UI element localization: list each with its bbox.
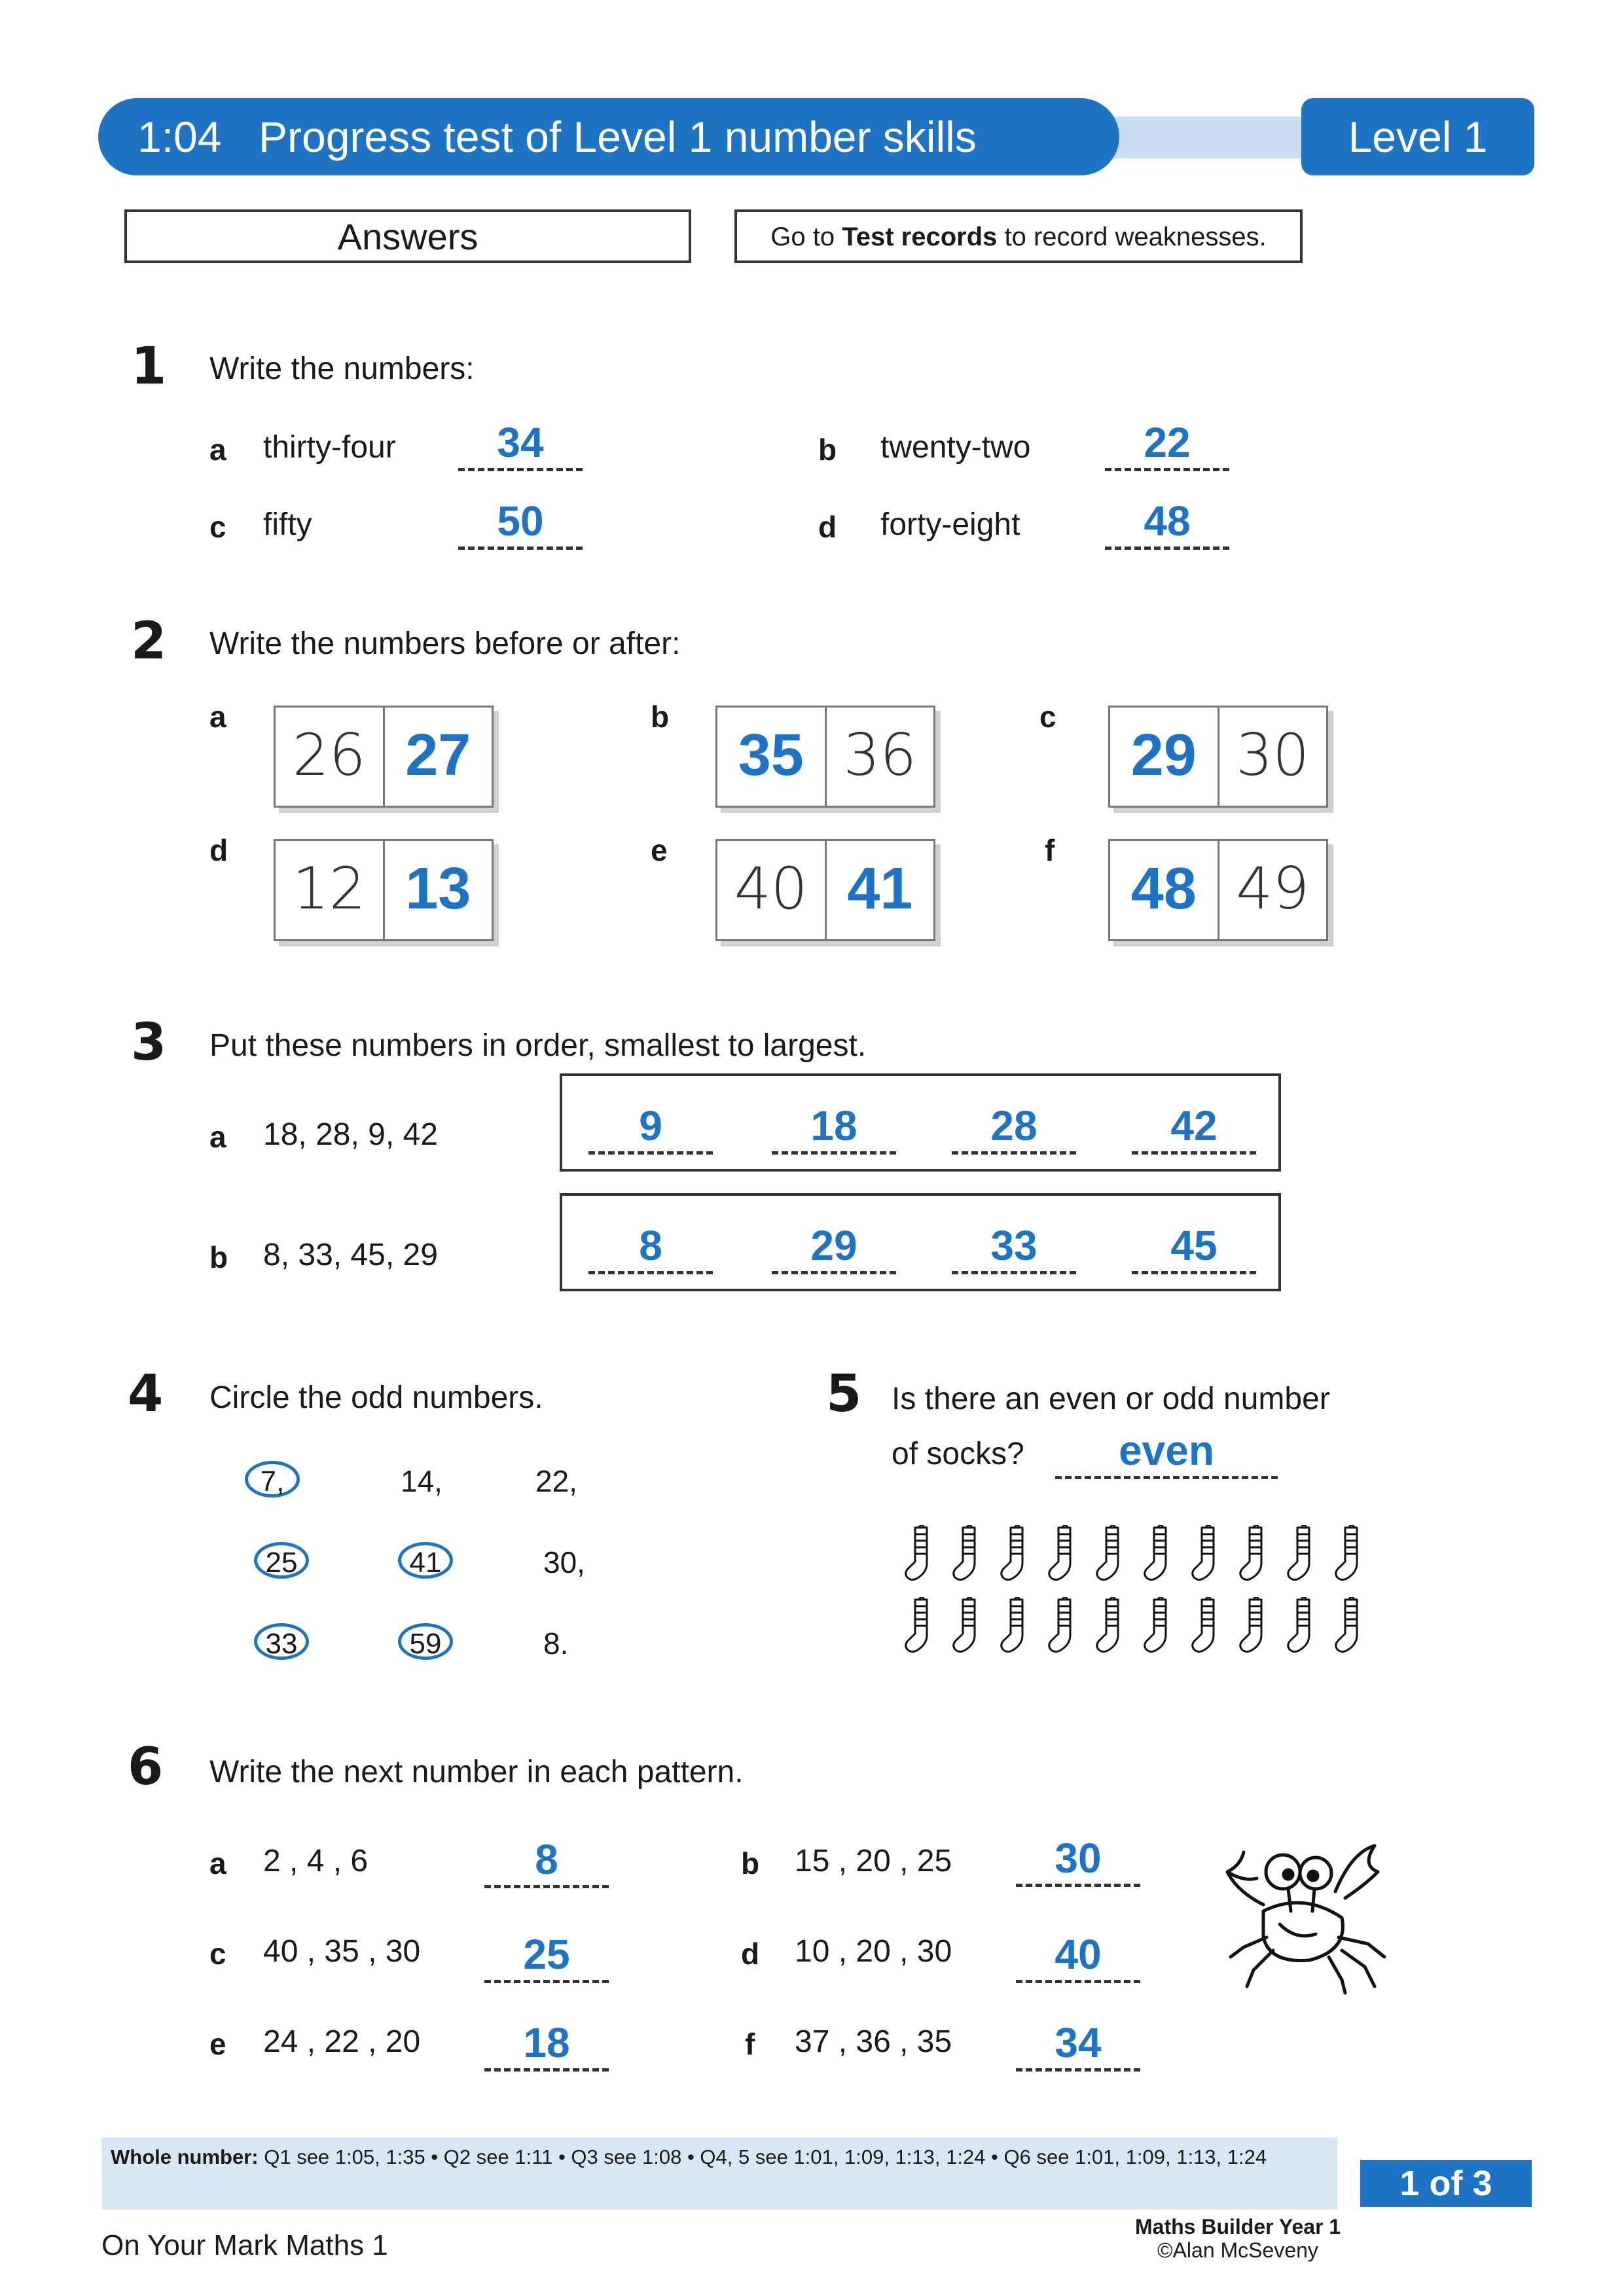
q1c-label: c xyxy=(209,510,226,544)
q4-number-item: 22, xyxy=(535,1464,577,1498)
answers-label: Answers xyxy=(124,209,691,263)
title-bar xyxy=(98,98,1119,175)
q5-number: 5 xyxy=(826,1365,862,1424)
q1d-answer: 48 xyxy=(1105,501,1229,550)
copyright: ©Alan McSeveny xyxy=(1157,2238,1318,2262)
footer-references xyxy=(101,2138,1337,2210)
q4-number-item: 14, xyxy=(401,1464,442,1498)
q3b-numbers: 8, 33, 45, 29 xyxy=(263,1238,438,1272)
q1c-text: fifty xyxy=(263,507,312,542)
q1b-label: b xyxy=(818,433,837,467)
q5-prompt-line2: of socks? xyxy=(892,1437,1024,1471)
q2d-label: d xyxy=(209,833,228,867)
q1d-label: d xyxy=(818,510,837,544)
sock-icon xyxy=(903,1525,936,1585)
q6b-text: 15 , 20 , 25 xyxy=(795,1844,952,1878)
q2e-label: e xyxy=(651,833,668,867)
q2-number: 2 xyxy=(131,612,167,671)
sock-icon xyxy=(1047,1525,1079,1585)
q2d-given: 12 xyxy=(292,855,366,922)
q3b-answer-4: 45 xyxy=(1132,1225,1256,1274)
q2a-answer: 27 xyxy=(383,708,492,806)
q2d-answer: 13 xyxy=(383,841,492,939)
goto-prefix: Go to xyxy=(770,223,842,251)
q2a-label: a xyxy=(209,700,226,734)
q6d-label: d xyxy=(741,1937,760,1971)
q4-number-item: 8. xyxy=(543,1626,569,1660)
page-title: Progress test of Level 1 number skills xyxy=(259,113,977,161)
q4-number-item: 30, xyxy=(543,1545,585,1579)
q4-circled-number: 33 xyxy=(254,1623,309,1660)
q1-number: 1 xyxy=(131,337,167,396)
q6b-label: b xyxy=(741,1846,760,1880)
q2a-pair xyxy=(274,706,494,808)
socks-illustration xyxy=(903,1525,1401,1682)
q2d-pair xyxy=(274,839,494,941)
q4-prompt: Circle the odd numbers. xyxy=(209,1380,543,1415)
sock-icon xyxy=(999,1525,1032,1585)
q3a-label: a xyxy=(209,1120,226,1154)
sock-icon xyxy=(951,1525,984,1585)
q3a-answer-1: 9 xyxy=(588,1105,713,1155)
q2b-pair xyxy=(715,706,935,808)
q3b-answer-box xyxy=(560,1193,1281,1291)
q2a-given: 26 xyxy=(292,721,366,789)
q5-prompt-line1: Is there an even or odd number xyxy=(892,1382,1330,1416)
q2f-given: 49 xyxy=(1218,841,1327,939)
q1a-label: a xyxy=(209,433,226,467)
sock-icon xyxy=(1333,1597,1366,1657)
title-stripe xyxy=(1113,117,1309,158)
sock-icon xyxy=(1286,1525,1318,1585)
q6e-label: e xyxy=(209,2027,226,2061)
q6a-text: 2 , 4 , 6 xyxy=(263,1844,369,1878)
sock-icon xyxy=(1238,1525,1271,1585)
q6e-text: 24 , 22 , 20 xyxy=(263,2024,421,2059)
q2b-answer: 35 xyxy=(738,723,804,788)
goto-note xyxy=(734,209,1303,263)
sock-icon xyxy=(1190,1597,1223,1657)
q2e-pair xyxy=(715,839,935,941)
q2e-given: 40 xyxy=(734,855,808,922)
q3a-numbers: 18, 28, 9, 42 xyxy=(263,1117,438,1152)
sock-icon xyxy=(903,1597,936,1657)
sock-icon xyxy=(1286,1597,1318,1657)
q6a-label: a xyxy=(209,1846,226,1880)
section-code: 1:04 xyxy=(137,113,222,161)
q4-circled-number: 59 xyxy=(398,1623,453,1660)
q2c-pair xyxy=(1108,706,1328,808)
q3-number: 3 xyxy=(131,1013,167,1072)
q4-circled-number: 41 xyxy=(398,1542,453,1579)
sock-icon xyxy=(1333,1525,1366,1585)
q6c-answer: 25 xyxy=(484,1934,609,1983)
q4-circled-number: 25 xyxy=(254,1542,309,1579)
q4-circled-number: 7, xyxy=(245,1461,300,1498)
q6d-text: 10 , 20 , 30 xyxy=(795,1934,952,1969)
q2f-answer: 48 xyxy=(1130,856,1197,922)
q5-answer: even xyxy=(1055,1430,1278,1479)
q6f-text: 37 , 36 , 35 xyxy=(795,2024,952,2059)
sock-icon xyxy=(951,1597,984,1657)
series-name: On Your Mark Maths 1 xyxy=(101,2229,388,2261)
q3a-answer-2: 18 xyxy=(772,1105,896,1155)
sock-icon xyxy=(1094,1597,1127,1657)
q2c-given: 30 xyxy=(1218,708,1327,806)
q2b-label: b xyxy=(651,700,670,734)
q3-prompt: Put these numbers in order, smallest to largest. xyxy=(209,1028,867,1063)
q1b-text: twenty-two xyxy=(880,430,1031,465)
q3b-label: b xyxy=(209,1240,228,1274)
q2f-pair xyxy=(1108,839,1328,941)
q3b-answer-2: 29 xyxy=(772,1225,896,1274)
sock-icon xyxy=(1238,1597,1271,1657)
q1c-answer: 50 xyxy=(458,501,583,550)
q2e-answer: 41 xyxy=(825,841,934,939)
goto-bold: Test records xyxy=(842,223,998,251)
q1d-text: forty-eight xyxy=(880,507,1020,542)
goto-suffix: to record weaknesses. xyxy=(997,223,1267,251)
q6c-label: c xyxy=(209,1937,226,1971)
q1a-text: thirty-four xyxy=(263,430,396,465)
q6-number: 6 xyxy=(128,1738,164,1797)
sock-icon xyxy=(1142,1525,1175,1585)
q6-prompt: Write the next number in each pattern. xyxy=(209,1755,744,1789)
q2c-label: c xyxy=(1039,700,1056,734)
q2-prompt: Write the numbers before or after: xyxy=(209,626,681,661)
page-indicator: 1 of 3 xyxy=(1360,2160,1532,2207)
sock-icon xyxy=(1047,1597,1079,1657)
q2f-label: f xyxy=(1045,833,1055,867)
book-title: Maths Builder Year 1 xyxy=(1135,2215,1341,2238)
q6e-answer: 18 xyxy=(484,2022,609,2072)
sock-icon xyxy=(1142,1597,1175,1657)
footer-ref-bold: Whole number: xyxy=(111,2145,259,2168)
level-badge: Level 1 xyxy=(1301,98,1534,175)
q6c-text: 40 , 35 , 30 xyxy=(263,1934,421,1969)
q3a-answer-box xyxy=(560,1073,1281,1172)
sock-icon xyxy=(999,1597,1032,1657)
footer-ref-text: Q1 see 1:05, 1:35 • Q2 see 1:11 • Q3 see 1:08 • Q4, 5 see 1:01, 1:09, 1:13, 1:24 • Q6 see 1:01, 1:09, 1:13, 1:24 xyxy=(258,2145,1267,2168)
q6a-answer: 8 xyxy=(484,1839,609,1888)
q4-number: 4 xyxy=(128,1365,164,1424)
q6f-label: f xyxy=(745,2027,755,2061)
q1a-answer: 34 xyxy=(458,422,583,471)
q3b-answer-3: 33 xyxy=(952,1225,1076,1274)
q1-prompt: Write the numbers: xyxy=(209,351,475,386)
q3a-answer-3: 28 xyxy=(952,1105,1076,1155)
q6b-answer: 30 xyxy=(1016,1838,1140,1887)
q6d-answer: 40 xyxy=(1016,1934,1140,1983)
q2b-given: 36 xyxy=(825,708,934,806)
q3a-answer-4: 42 xyxy=(1132,1105,1256,1155)
q6f-answer: 34 xyxy=(1016,2022,1140,2072)
q2c-answer: 29 xyxy=(1130,723,1197,788)
q1b-answer: 22 xyxy=(1105,422,1229,471)
crab-illustration xyxy=(1218,1826,1394,1996)
q3b-answer-1: 8 xyxy=(588,1225,713,1274)
sock-icon xyxy=(1094,1525,1127,1585)
sock-icon xyxy=(1190,1525,1223,1585)
